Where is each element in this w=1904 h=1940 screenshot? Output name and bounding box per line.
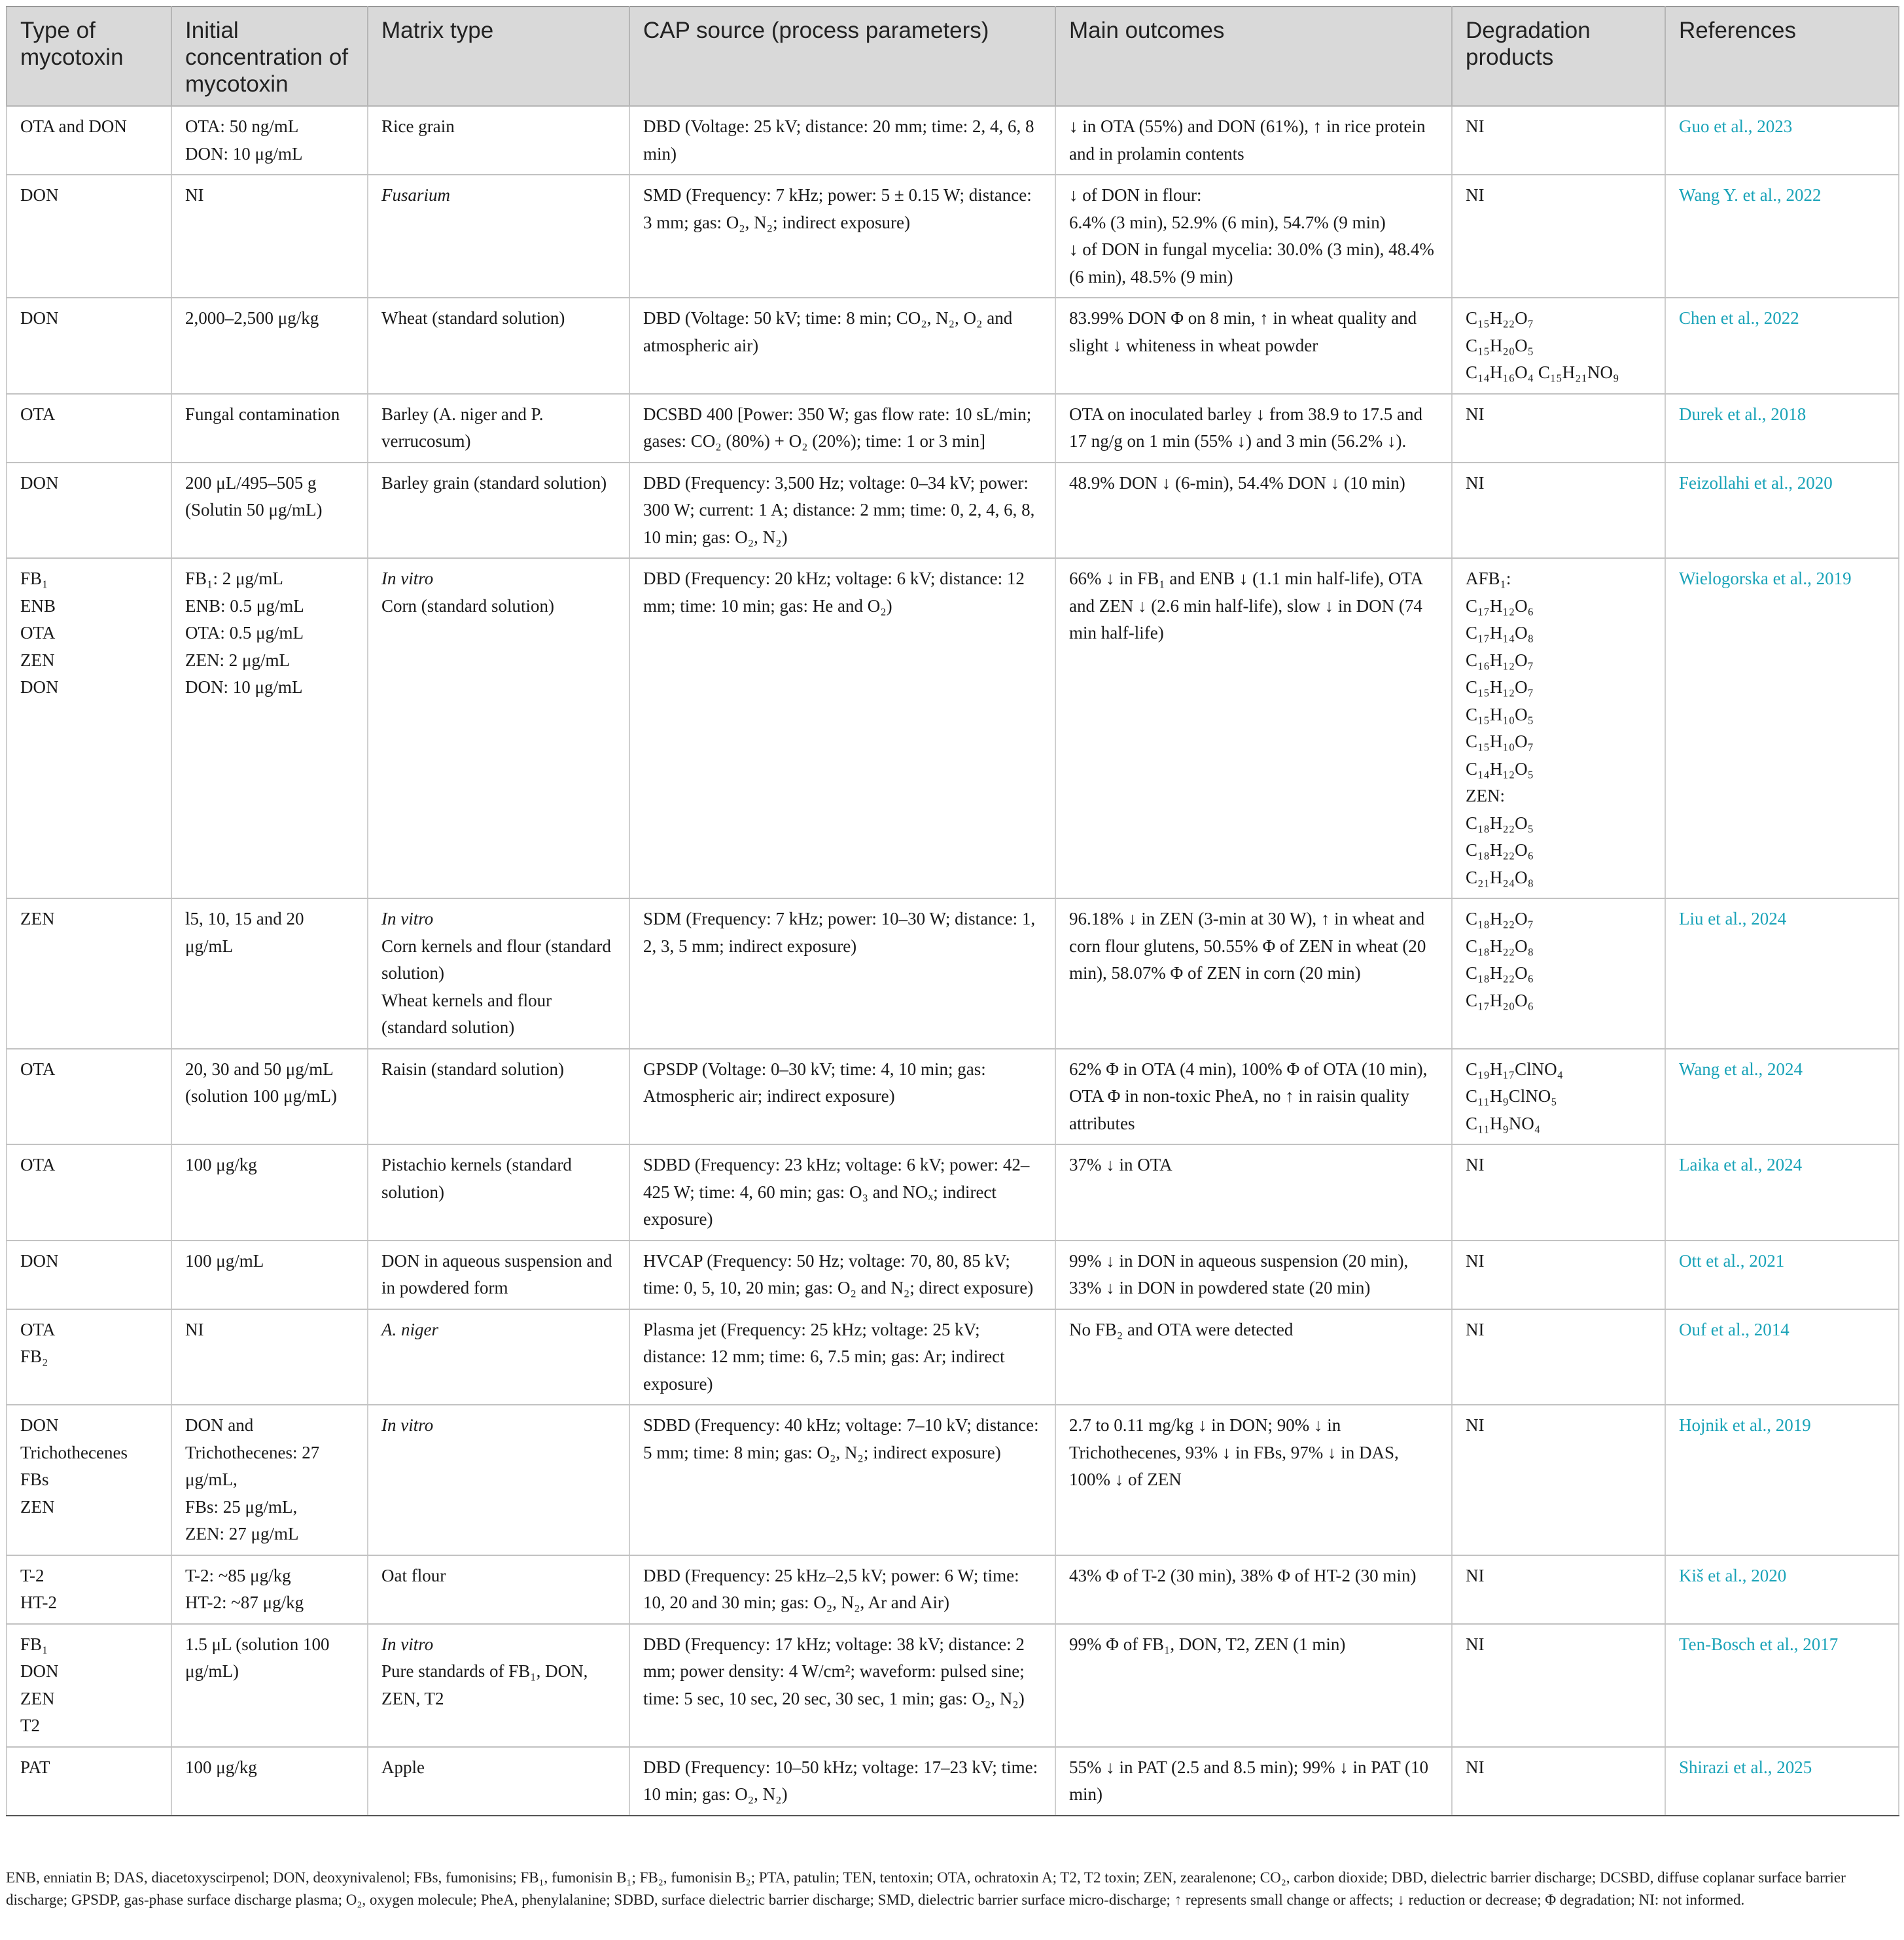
product-line: C₁₆H₁₂O₇ — [1466, 650, 1534, 670]
mycotoxin-name: ZEN — [20, 1688, 55, 1708]
cell-matrix-type — [368, 106, 629, 175]
outcome-line: OTA on inoculated barley ↓ from 38.9 to 17.5 and 17 ng/g on 1 min (55% ↓) and 3 min (56.2% ↓). — [1069, 404, 1422, 451]
cell-matrix-type — [368, 394, 629, 463]
cell-degradation-products — [1452, 1405, 1665, 1555]
mycotoxin-name: DON — [20, 677, 59, 697]
cell-degradation-products — [1452, 1144, 1665, 1241]
mycotoxin-name: DON — [20, 472, 59, 493]
matrix-line: In vitro — [381, 909, 434, 928]
cell-degradation-products — [1452, 898, 1665, 1049]
cell-initial-concentration — [171, 298, 368, 394]
table-row — [7, 1405, 1899, 1555]
cell-degradation-products — [1452, 175, 1665, 298]
mycotoxin-name: PAT — [20, 1757, 50, 1777]
product-line: NI — [1466, 1319, 1485, 1339]
outcome-line: 43% Φ of T-2 (30 min), 38% Φ of HT-2 (30 min) — [1069, 1565, 1417, 1585]
header-type: Type of mycotoxin — [7, 7, 171, 106]
cell-cap-source: SMD (Frequency: 7 kHz; power: 5 ± 0.15 W; distance: 3 mm; gas: O₂, N₂; indirect exposure) — [629, 175, 1055, 298]
cell-mycotoxin-type — [7, 463, 171, 559]
matrix-line: Fusarium — [381, 185, 451, 205]
cell-main-outcomes — [1055, 1241, 1452, 1309]
outcome-line: 62% Φ in OTA (4 min), 100% Φ of OTA (10 min), OTA Φ in non-toxic PheA, no ↑ in raisin quality attributes — [1069, 1059, 1428, 1133]
cell-initial-concentration — [171, 1555, 368, 1624]
header-concentration: Initial concentration of mycotoxin — [171, 7, 368, 106]
cell-mycotoxin-type — [7, 106, 171, 175]
mycotoxin-name: OTA — [20, 404, 56, 424]
product-line: C₁₇H₁₄O₈ — [1466, 623, 1534, 643]
cell-reference: Wang et al., 2024 — [1665, 1049, 1899, 1145]
cell-initial-concentration — [171, 1309, 368, 1405]
cell-degradation-products — [1452, 1241, 1665, 1309]
cell-initial-concentration — [171, 558, 368, 898]
product-line: C₁₇H₁₂O₆ — [1466, 595, 1534, 616]
product-line: C₁₈H₂₂O₆ — [1466, 963, 1534, 983]
concentration-line: T-2: ~85 μg/kg — [185, 1565, 291, 1585]
table-row — [7, 1624, 1899, 1747]
mycotoxin-name: T2 — [20, 1716, 40, 1735]
cell-initial-concentration — [171, 1241, 368, 1309]
product-line: C₁₅H₁₀O₇ — [1466, 732, 1534, 751]
mycotoxin-name: OTA and DON — [20, 116, 127, 136]
concentration-line: 2,000–2,500 μg/kg — [185, 308, 319, 328]
header-outcomes: Main outcomes — [1055, 7, 1452, 106]
cell-main-outcomes — [1055, 898, 1452, 1049]
product-line: C₁₇H₂₀O₆ — [1466, 990, 1534, 1010]
cell-reference: Kiš et al., 2020 — [1665, 1555, 1899, 1624]
outcome-line: ↓ of DON in fungal mycelia: 30.0% (3 min), 48.4% (6 min), 48.5% (9 min) — [1069, 239, 1434, 287]
mycotoxin-name: DON — [20, 1661, 59, 1681]
cell-initial-concentration — [171, 1405, 368, 1555]
concentration-line: NI — [185, 185, 204, 205]
cell-mycotoxin-type — [7, 1747, 171, 1816]
cell-reference: Ott et al., 2021 — [1665, 1241, 1899, 1309]
cell-matrix-type — [368, 1309, 629, 1405]
cell-matrix-type — [368, 175, 629, 298]
concentration-line: l5, 10, 15 and 20 μg/mL — [185, 909, 304, 956]
cell-matrix-type — [368, 1241, 629, 1309]
cell-reference: Ouf et al., 2014 — [1665, 1309, 1899, 1405]
cell-cap-source: Plasma jet (Frequency: 25 kHz; voltage: 25 kV; distance: 12 mm; time: 6, 7.5 min; gas: Ar; indirect exposure) — [629, 1309, 1055, 1405]
cell-mycotoxin-type — [7, 1405, 171, 1555]
product-line: NI — [1466, 116, 1485, 136]
outcome-line: ↓ in OTA (55%) and DON (61%), ↑ in rice protein and in prolamin contents — [1069, 116, 1426, 164]
table-body — [7, 106, 1899, 1816]
product-line: NI — [1466, 1415, 1485, 1435]
product-line: C₁₁H₉ClNO₅ — [1466, 1086, 1557, 1106]
table-row — [7, 175, 1899, 298]
concentration-line: FBs: 25 μg/mL, — [185, 1496, 298, 1517]
cell-cap-source: SDM (Frequency: 7 kHz; power: 10–30 W; distance: 1, 2, 3, 5 mm; indirect exposure) — [629, 898, 1055, 1049]
matrix-line: Rice grain — [381, 116, 455, 136]
matrix-line: Raisin (standard solution) — [381, 1059, 564, 1079]
mycotoxin-name: FB₂ — [20, 1347, 48, 1366]
concentration-line: DON: 10 μg/mL — [185, 677, 303, 697]
cell-reference: Hojnik et al., 2019 — [1665, 1405, 1899, 1555]
cell-main-outcomes — [1055, 558, 1452, 898]
cell-reference: Wielogorska et al., 2019 — [1665, 558, 1899, 898]
table-footnote: ENB, enniatin B; DAS, diacetoxyscirpenol; DON, deoxynivalenol; FBs, fumonisins; FB₁, fumonisin B₁; FB₂, fumonisin B₂; PTA, patulin; TEN, tentoxin; OTA, ochratoxin A; T2, T2 toxin; ZEN, zearalenone; CO₂, carbon dioxide; DBD, dielectric barrier discharge; DCSBD, diffuse coplanar surface barrier discharge; GPSDP, gas-phase surface discharge plasma; O₂, oxygen molecule; PheA, phenylalanine; SDBD, surface dielectric barrier discharge; SMD, dielectric barrier surface micro-discharge; ↑ represents small change or affects; ↓ reduction or decrease; Φ degradation; NI: not informed. — [6, 1869, 1846, 1908]
cell-reference: Shirazi et al., 2025 — [1665, 1747, 1899, 1816]
cell-matrix-type — [368, 1049, 629, 1145]
product-line: ZEN: — [1466, 786, 1505, 805]
product-line: C₁₉H₁₇ClNO₄ — [1466, 1059, 1564, 1079]
concentration-line: 100 μg/mL — [185, 1250, 264, 1271]
cell-main-outcomes — [1055, 1624, 1452, 1747]
concentration-line: OTA: 0.5 μg/mL — [185, 623, 304, 643]
concentration-line: Fungal contamination — [185, 404, 340, 424]
product-line: C₁₈H₂₂O₇ — [1466, 909, 1534, 928]
product-line: C₂₁H₂₄O₈ — [1466, 867, 1534, 887]
mycotoxin-name: FB₁ — [20, 569, 48, 588]
product-line: C₁₈H₂₂O₆ — [1466, 840, 1534, 860]
cell-mycotoxin-type — [7, 1624, 171, 1747]
cell-reference: Chen et al., 2022 — [1665, 298, 1899, 394]
header-products: Degradation products — [1452, 7, 1665, 106]
cell-mycotoxin-type — [7, 175, 171, 298]
matrix-line: Barley (A. niger and P. verrucosum) — [381, 404, 544, 451]
cell-cap-source: DBD (Voltage: 50 kV; time: 8 min; CO₂, N₂, O₂ and atmospheric air) — [629, 298, 1055, 394]
table-row — [7, 1555, 1899, 1624]
cell-matrix-type — [368, 1624, 629, 1747]
cell-main-outcomes — [1055, 106, 1452, 175]
mycotoxin-table — [6, 6, 1899, 1816]
cell-degradation-products — [1452, 1624, 1665, 1747]
cell-cap-source: DBD (Frequency: 10–50 kHz; voltage: 17–23 kV; time: 10 min; gas: O₂, N₂) — [629, 1747, 1055, 1816]
cell-main-outcomes — [1055, 175, 1452, 298]
product-line: NI — [1466, 472, 1485, 493]
cell-matrix-type — [368, 1144, 629, 1241]
cell-matrix-type — [368, 298, 629, 394]
cell-degradation-products — [1452, 1309, 1665, 1405]
matrix-line: Corn (standard solution) — [381, 595, 554, 616]
cell-initial-concentration — [171, 1144, 368, 1241]
product-line: NI — [1466, 1634, 1485, 1654]
product-line: C₁₅H₂₀O₅ — [1466, 335, 1534, 355]
cell-cap-source: HVCAP (Frequency: 50 Hz; voltage: 70, 80, 85 kV; time: 0, 5, 10, 20 min; gas: O₂ and N₂; direct exposure) — [629, 1241, 1055, 1309]
cell-mycotoxin-type — [7, 394, 171, 463]
mycotoxin-name: OTA — [20, 1059, 56, 1079]
outcome-line: ↓ of DON in flour: — [1069, 185, 1202, 205]
outcome-line: 48.9% DON ↓ (6-min), 54.4% DON ↓ (10 min) — [1069, 472, 1405, 493]
mycotoxin-name: FBs — [20, 1470, 49, 1489]
concentration-line: FB₁: 2 μg/mL — [185, 569, 283, 588]
cell-initial-concentration — [171, 1747, 368, 1816]
cell-reference: Laika et al., 2024 — [1665, 1144, 1899, 1241]
cell-initial-concentration — [171, 394, 368, 463]
table-row — [7, 898, 1899, 1049]
mycotoxin-name: DON — [20, 1250, 59, 1271]
product-line: NI — [1466, 185, 1485, 205]
cell-degradation-products — [1452, 106, 1665, 175]
cell-main-outcomes — [1055, 1405, 1452, 1555]
matrix-line: Pure standards of FB₁, DON, ZEN, T2 — [381, 1661, 588, 1708]
cell-reference: Liu et al., 2024 — [1665, 898, 1899, 1049]
header-cap-source: CAP source (process parameters) — [629, 7, 1055, 106]
table-row — [7, 298, 1899, 394]
cell-matrix-type — [368, 1555, 629, 1624]
cell-degradation-products — [1452, 558, 1665, 898]
header-references: References — [1665, 7, 1899, 106]
table-row — [7, 1241, 1899, 1309]
cell-mycotoxin-type — [7, 1144, 171, 1241]
cell-matrix-type — [368, 463, 629, 559]
cell-degradation-products — [1452, 463, 1665, 559]
matrix-line: Apple — [381, 1757, 425, 1777]
cell-main-outcomes — [1055, 394, 1452, 463]
product-line: NI — [1466, 404, 1485, 424]
product-line: C₁₅H₂₂O₇ — [1466, 308, 1534, 328]
cell-main-outcomes — [1055, 1049, 1452, 1145]
table-row — [7, 1747, 1899, 1816]
product-line: C₁₄H₁₂O₅ — [1466, 758, 1534, 779]
cell-degradation-products — [1452, 1747, 1665, 1816]
cell-degradation-products — [1452, 394, 1665, 463]
table-row — [7, 1309, 1899, 1405]
table-row — [7, 558, 1899, 898]
matrix-line: Pistachio kernels (standard solution) — [381, 1155, 572, 1202]
cell-mycotoxin-type — [7, 1241, 171, 1309]
cell-mycotoxin-type — [7, 298, 171, 394]
cell-matrix-type — [368, 558, 629, 898]
mycotoxin-name: HT-2 — [20, 1593, 58, 1612]
cell-cap-source: DCSBD 400 [Power: 350 W; gas flow rate: 10 sL/min; gases: CO₂ (80%) + O₂ (20%); time: 1 or 3 min] — [629, 394, 1055, 463]
cell-main-outcomes — [1055, 1309, 1452, 1405]
cell-reference: Ten-Bosch et al., 2017 — [1665, 1624, 1899, 1747]
cell-mycotoxin-type — [7, 558, 171, 898]
table-row — [7, 394, 1899, 463]
matrix-line: Barley grain (standard solution) — [381, 472, 607, 493]
cell-cap-source: SDBD (Frequency: 23 kHz; voltage: 6 kV; power: 42–425 W; time: 4, 60 min; gas: O₃ and NOₓ; indirect exposure) — [629, 1144, 1055, 1241]
cell-main-outcomes — [1055, 1747, 1452, 1816]
product-line: C₁₁H₉NO₄ — [1466, 1113, 1541, 1133]
cell-initial-concentration — [171, 106, 368, 175]
outcome-line: 99% ↓ in DON in aqueous suspension (20 min), 33% ↓ in DON in powdered state (20 min) — [1069, 1250, 1409, 1297]
cell-main-outcomes — [1055, 463, 1452, 559]
concentration-line: 20, 30 and 50 μg/mL (solution 100 μg/mL) — [185, 1059, 337, 1106]
cell-main-outcomes — [1055, 1555, 1452, 1624]
mycotoxin-name: Trichothecenes — [20, 1442, 128, 1462]
cell-initial-concentration — [171, 898, 368, 1049]
concentration-line: 100 μg/kg — [185, 1155, 257, 1174]
cell-degradation-products — [1452, 1049, 1665, 1145]
product-line: AFB₁: — [1466, 569, 1511, 588]
header-matrix: Matrix type — [368, 7, 629, 106]
cell-cap-source: GPSDP (Voltage: 0–30 kV; time: 4, 10 min; gas: Atmospheric air; indirect exposure) — [629, 1049, 1055, 1145]
cell-mycotoxin-type — [7, 1309, 171, 1405]
cell-mycotoxin-type — [7, 898, 171, 1049]
cell-reference: Wang Y. et al., 2022 — [1665, 175, 1899, 298]
mycotoxin-name: OTA — [20, 1319, 56, 1339]
concentration-line: ZEN: 2 μg/mL — [185, 650, 290, 670]
concentration-line: 1.5 μL (solution 100 μg/mL) — [185, 1634, 330, 1681]
matrix-line: Oat flour — [381, 1565, 446, 1585]
cell-cap-source: DBD (Frequency: 20 kHz; voltage: 6 kV; distance: 12 mm; time: 10 min; gas: He and O₂) — [629, 558, 1055, 898]
matrix-line: DON in aqueous suspension and in powdered form — [381, 1250, 612, 1297]
cell-cap-source: DBD (Frequency: 3,500 Hz; voltage: 0–34 kV; power: 300 W; current: 1 A; distance: 2 mm; time: 0, 2, 4, 6, 8, 10 min; gas: O₂, N₂) — [629, 463, 1055, 559]
mycotoxin-name: DON — [20, 185, 59, 205]
outcome-line: No FB₂ and OTA were detected — [1069, 1319, 1294, 1339]
table-row — [7, 1144, 1899, 1241]
cell-degradation-products — [1452, 1555, 1665, 1624]
cell-reference: Durek et al., 2018 — [1665, 394, 1899, 463]
concentration-line: 100 μg/kg — [185, 1757, 257, 1777]
cell-initial-concentration — [171, 1049, 368, 1145]
mycotoxin-name: DON — [20, 308, 59, 328]
outcome-line: 55% ↓ in PAT (2.5 and 8.5 min); 99% ↓ in PAT (10 min) — [1069, 1757, 1429, 1804]
mycotoxin-name: FB₁ — [20, 1634, 48, 1654]
mycotoxin-name: ENB — [20, 595, 56, 616]
cell-cap-source: DBD (Voltage: 25 kV; distance: 20 mm; time: 2, 4, 6, 8 min) — [629, 106, 1055, 175]
concentration-line: DON: 10 μg/mL — [185, 143, 303, 164]
mycotoxin-name: ZEN — [20, 909, 55, 928]
product-line: NI — [1466, 1565, 1485, 1585]
cell-main-outcomes — [1055, 1144, 1452, 1241]
matrix-line: In vitro — [381, 1415, 434, 1435]
product-line: C₁₄H₁₆O₄ C₁₅H₂₁NO₉ — [1466, 362, 1619, 382]
cell-initial-concentration — [171, 463, 368, 559]
cell-mycotoxin-type — [7, 1555, 171, 1624]
concentration-line: HT-2: ~87 μg/kg — [185, 1593, 304, 1612]
outcome-line: 37% ↓ in OTA — [1069, 1155, 1172, 1174]
mycotoxin-name: OTA — [20, 623, 56, 643]
concentration-line: OTA: 50 ng/mL — [185, 116, 299, 136]
cell-reference: Guo et al., 2023 — [1665, 106, 1899, 175]
product-line: NI — [1466, 1155, 1485, 1174]
matrix-line: A. niger — [381, 1319, 438, 1339]
matrix-line: Corn kernels and flour (standard solution) — [381, 936, 611, 983]
cell-cap-source: SDBD (Frequency: 40 kHz; voltage: 7–10 kV; distance: 5 mm; time: 8 min; gas: O₂, N₂; indirect exposure) — [629, 1405, 1055, 1555]
mycotoxin-name: OTA — [20, 1155, 56, 1174]
outcome-line: 6.4% (3 min), 52.9% (6 min), 54.7% (9 min) — [1069, 212, 1386, 232]
product-line: NI — [1466, 1250, 1485, 1271]
product-line: C₁₅H₁₂O₇ — [1466, 677, 1534, 697]
cell-main-outcomes — [1055, 298, 1452, 394]
cell-initial-concentration — [171, 175, 368, 298]
product-line: NI — [1466, 1757, 1485, 1777]
concentration-line: NI — [185, 1319, 204, 1339]
table-row — [7, 106, 1899, 175]
outcome-line: 2.7 to 0.11 mg/kg ↓ in DON; 90% ↓ in Trichothecenes, 93% ↓ in FBs, 97% ↓ in DAS, 100% ↓ of ZEN — [1069, 1415, 1399, 1489]
cell-mycotoxin-type — [7, 1049, 171, 1145]
cell-cap-source: DBD (Frequency: 25 kHz–2,5 kV; power: 6 W; time: 10, 20 and 30 min; gas: O₂, N₂, Ar and Air) — [629, 1555, 1055, 1624]
concentration-line: ENB: 0.5 μg/mL — [185, 595, 304, 616]
cell-reference: Feizollahi et al., 2020 — [1665, 463, 1899, 559]
concentration-line: DON and Trichothecenes: 27 μg/mL, — [185, 1415, 320, 1489]
outcome-line: 96.18% ↓ in ZEN (3-min at 30 W), ↑ in wheat and corn flour glutens, 50.55% Φ of ZEN in wheat (20 min), 58.07% Φ of ZEN in corn (20 min) — [1069, 909, 1426, 983]
outcome-line: 83.99% DON Φ on 8 min, ↑ in wheat quality and slight ↓ whiteness in wheat powder — [1069, 308, 1417, 355]
cell-matrix-type — [368, 898, 629, 1049]
cell-cap-source: DBD (Frequency: 17 kHz; voltage: 38 kV; distance: 2 mm; power density: 4 W/cm²; waveform: pulsed sine; time: 5 sec, 10 sec, 20 sec, 30 sec, 1 min; gas: O₂, N₂) — [629, 1624, 1055, 1747]
matrix-line: In vitro — [381, 569, 434, 588]
outcome-line: 99% Φ of FB₁, DON, T2, ZEN (1 min) — [1069, 1634, 1346, 1654]
cell-initial-concentration — [171, 1624, 368, 1747]
matrix-line: Wheat (standard solution) — [381, 308, 565, 328]
outcome-line: 66% ↓ in FB₁ and ENB ↓ (1.1 min half-life), OTA and ZEN ↓ (2.6 min half-life), slow ↓ in DON (74 min half-life) — [1069, 569, 1422, 643]
mycotoxin-name: ZEN — [20, 1496, 55, 1517]
product-line: C₁₈H₂₂O₅ — [1466, 813, 1534, 833]
matrix-line: Wheat kernels and flour (standard solution) — [381, 990, 552, 1037]
mycotoxin-name: T-2 — [20, 1565, 44, 1585]
table-row — [7, 463, 1899, 559]
table-row — [7, 1049, 1899, 1145]
mycotoxin-name: ZEN — [20, 650, 55, 670]
cell-degradation-products — [1452, 298, 1665, 394]
table-header-row — [7, 7, 1899, 106]
cell-matrix-type — [368, 1747, 629, 1816]
product-line: C₁₈H₂₂O₈ — [1466, 936, 1534, 956]
product-line: C₁₅H₁₀O₅ — [1466, 704, 1534, 724]
mycotoxin-name: DON — [20, 1415, 59, 1435]
matrix-line: In vitro — [381, 1634, 434, 1654]
cell-matrix-type — [368, 1405, 629, 1555]
concentration-line: 200 μL/495–505 g (Solutin 50 μg/mL) — [185, 472, 323, 520]
concentration-line: ZEN: 27 μg/mL — [185, 1524, 299, 1543]
